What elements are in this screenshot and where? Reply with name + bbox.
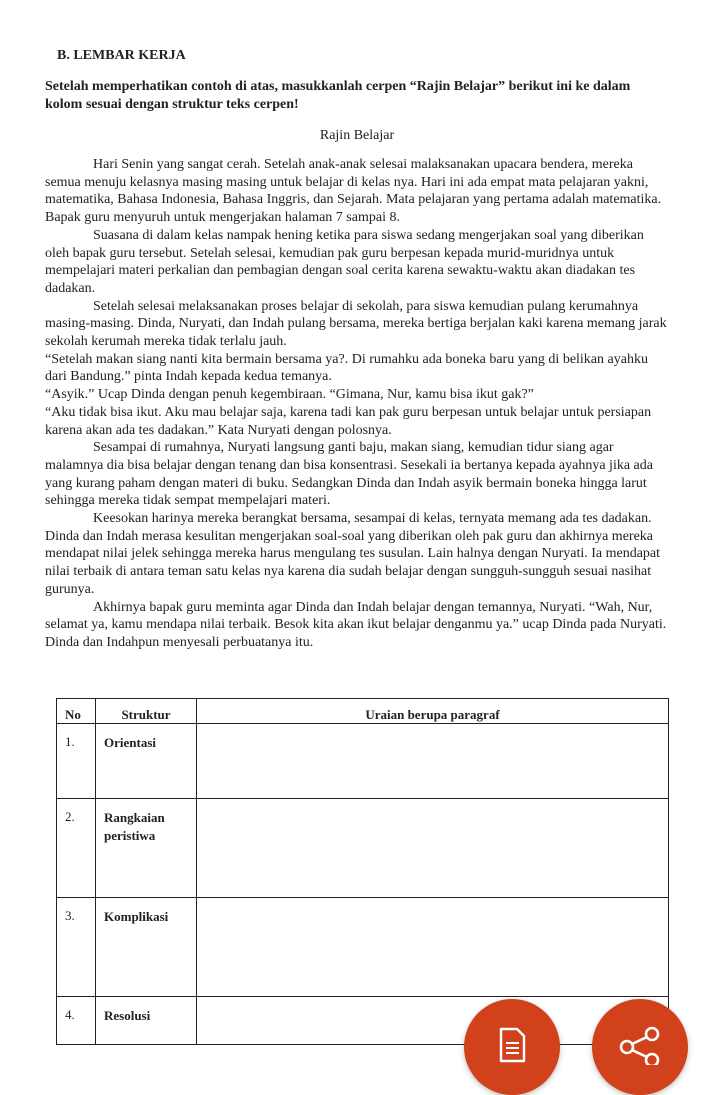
row-structure: Orientasi bbox=[96, 724, 197, 799]
section-title: B. LEMBAR KERJA bbox=[57, 48, 186, 63]
story-paragraph: Keesokan harinya mereka berangkat bersama, sesampai di kelas, ternyata memang ada tes dadakan. Dinda dan Indah merasa kesulitan mengerjakan soal-soal yang diberikan oleh pak guru dan akhirnya mereka mendapat nilai jelek sehingga mereka harus mengulang tes susulan. Lain halnya dengan Nuryati. Ia mendapat nilai terbaik di antara teman satu kelas nya karena dia sudah belajar dengan sungguh-sungguh sesuai nasihat gurunya. bbox=[45, 511, 661, 597]
instruction-text: Setelah memperhatikan contoh di atas, masukkanlah cerpen “Rajin Belajar” berikut ini ke dalam kolom sesuai dengan struktur teks cerpen! bbox=[45, 79, 631, 112]
story-paragraph: Hari Senin yang sangat cerah. Setelah anak-anak selesai malaksanakan upacara bendera, mereka semua menuju kelasnya masing masing untuk belajar di kelas nya. Hari ini ada empat mata pelajaran yakni, matematika, Bahasa Indonesia, Bahasa Inggris, dan Sejarah. Mata pelajaran yang pertama adalah matematika. Bapak guru menyuruh untuk mengerjakan halaman 7 sampai 8. bbox=[45, 157, 662, 226]
row-structure: Komplikasi bbox=[96, 898, 197, 997]
story-body bbox=[45, 156, 669, 652]
worksheet-table bbox=[56, 698, 669, 1045]
table-row bbox=[57, 724, 669, 799]
story-paragraph: “Setelah makan siang nanti kita bermain bersama ya?. Di rumahku ada boneka baru yang di belikan ayahku dari Bandung.” pinta Indah kepada kedua temanya. bbox=[45, 351, 648, 385]
story-paragraph: Sesampai di rumahnya, Nuryati langsung ganti baju, makan siang, kemudian tidur siang agar malamnya dia bisa belajar dengan tenang dan bisa konsentrasi. Sesekali ia bertanya kepada ayahnya jika ada yang kurang paham dengan materi di buku. Sedangkan Dinda dan Indah asyik bermain boneka hingga larut sehingga mereka tidak sempat mempelajari materi. bbox=[45, 440, 653, 509]
story-paragraph: “Aku tidak bisa ikut. Aku mau belajar saja, karena tadi kan pak guru berpesan untuk belajar untuk persiapan karena akan ada tes dadakan.” Kata Nuryati dengan polosnya. bbox=[45, 404, 652, 438]
table-row bbox=[57, 997, 669, 1045]
document-icon bbox=[497, 1027, 527, 1063]
row-structure: Rangkaian peristiwa bbox=[96, 799, 197, 898]
table-header-row bbox=[57, 699, 669, 724]
document-fab-button[interactable] bbox=[464, 999, 560, 1095]
header-struktur: Struktur bbox=[96, 699, 197, 724]
table-row bbox=[57, 799, 669, 898]
row-number: 2. bbox=[57, 799, 96, 898]
story-title: Rajin Belajar bbox=[319, 128, 395, 143]
row-description-cell[interactable] bbox=[197, 724, 669, 799]
story-paragraph: Setelah selesai melaksanakan proses belajar di sekolah, para siswa kemudian pulang kerumahnya masing-masing. Dinda, Nuryati, dan Indah pulang bersama, mereka bertiga berjalan kaki karena memang jarak sekolah kerumah mereka tidak terlalu jauh. bbox=[45, 298, 667, 350]
row-number: 1. bbox=[57, 724, 96, 799]
document-page bbox=[45, 48, 669, 652]
row-description-cell[interactable] bbox=[197, 898, 669, 997]
header-no: No bbox=[57, 699, 96, 724]
story-paragraph: Akhirnya bapak guru meminta agar Dinda dan Indah belajar dengan temannya, Nuryati. “Wah, Nur, selamat ya, kamu mendapa nilai terbaik. Besok kita akan ikut belajar denganmu ya.” ucap Dinda pada Nuryati. Dinda dan Indahpun menyesali perbuatanya itu. bbox=[45, 599, 667, 650]
story-paragraph: Suasana di dalam kelas nampak hening ketika para siswa sedang mengerjakan soal yang diberikan oleh bapak guru tersebut. Setelah selesai, kemudian pak guru berpesan kepada murid-muridnya untuk mempelajari materi perkalian dan pembagian dengan soal cerita karena sewaktu-waktu akan diadakan tes dadakan. bbox=[45, 227, 644, 296]
table-row bbox=[57, 898, 669, 997]
row-description-cell[interactable] bbox=[197, 799, 669, 898]
share-fab-button[interactable] bbox=[592, 999, 688, 1095]
share-icon bbox=[618, 1025, 662, 1065]
row-number: 4. bbox=[57, 997, 96, 1045]
row-number: 3. bbox=[57, 898, 96, 997]
row-structure: Resolusi bbox=[96, 997, 197, 1045]
header-uraian: Uraian berupa paragraf bbox=[197, 699, 669, 724]
story-paragraph: “Asyik.” Ucap Dinda dengan penuh kegembiraan. “Gimana, Nur, kamu bisa ikut gak?” bbox=[45, 387, 534, 403]
